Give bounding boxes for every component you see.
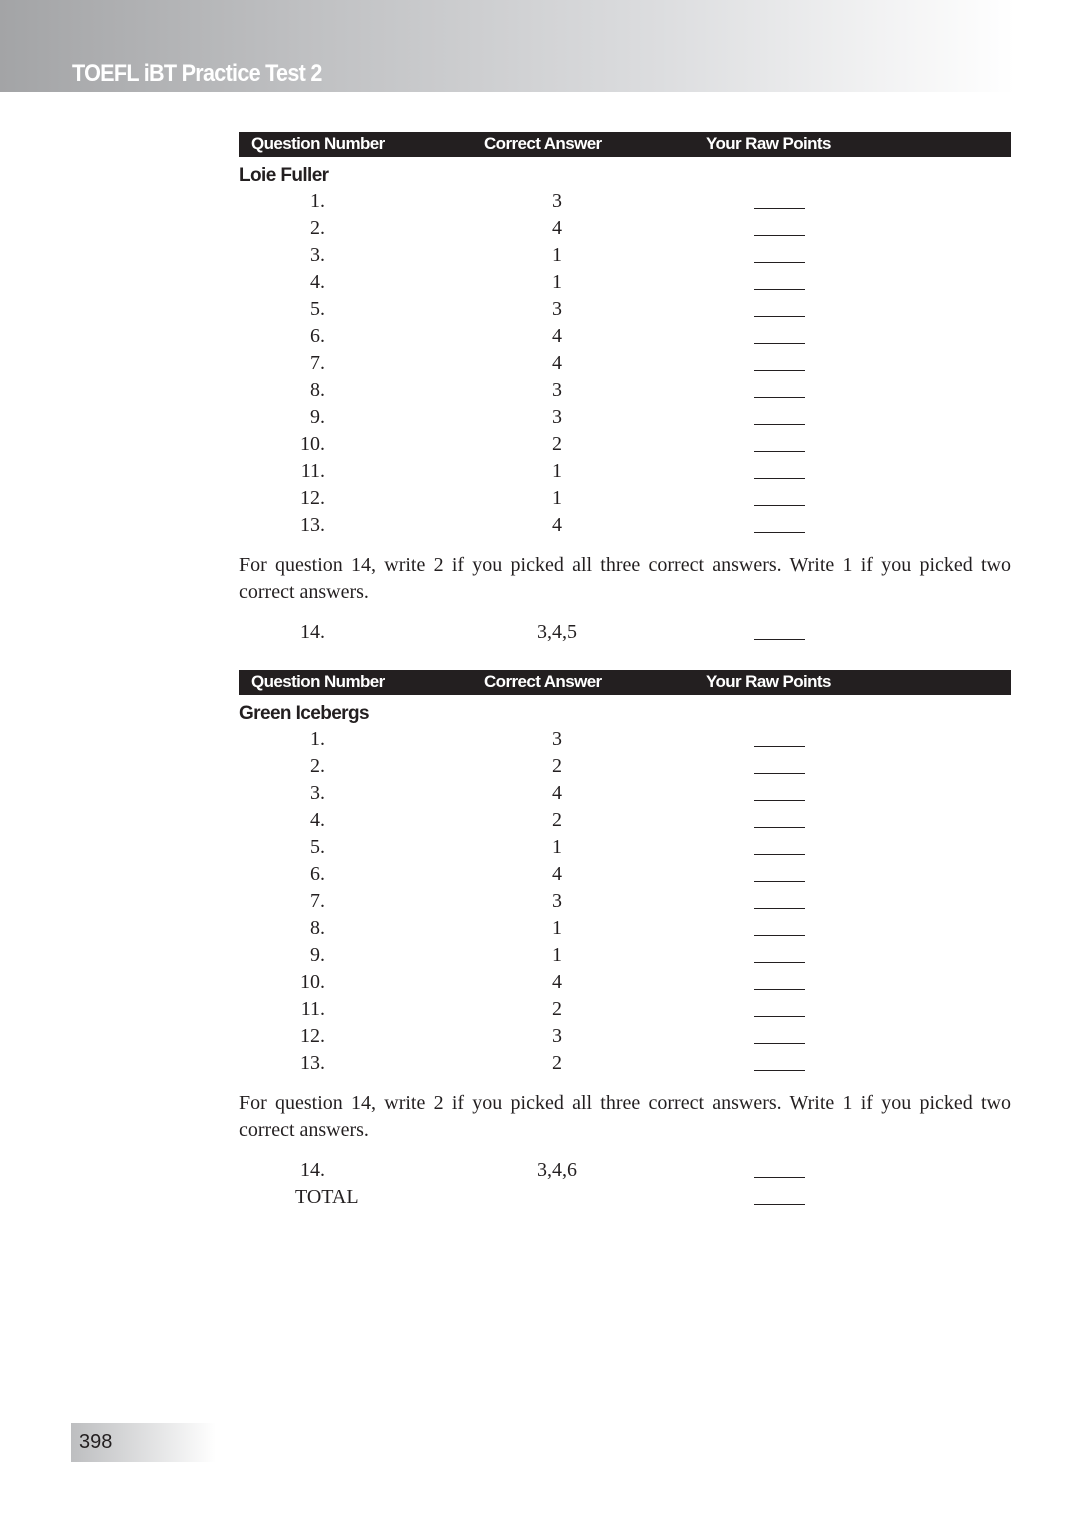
table-row: 4. 1 <box>239 269 1011 296</box>
page-number: 398 <box>71 1423 216 1462</box>
table-row <box>239 1184 1011 1211</box>
header-banner <box>0 0 1015 92</box>
raw-points-blank[interactable] <box>754 235 805 236</box>
column-header: Question Number <box>251 672 385 691</box>
raw-points-blank[interactable] <box>754 451 805 452</box>
question-number: 6. <box>310 325 325 347</box>
table-row: 5. 3 <box>239 296 1011 323</box>
table-row: 9. 1 <box>239 942 1011 969</box>
question-number: 8. <box>310 379 325 401</box>
table-header <box>239 670 1011 695</box>
question-number: 11. <box>300 460 325 482</box>
question-number: 5. <box>310 298 325 320</box>
question-number: 7. <box>310 352 325 374</box>
column-header: Correct Answer <box>484 134 602 153</box>
raw-points-blank[interactable] <box>754 478 805 479</box>
table-row: 9. 3 <box>239 404 1011 431</box>
question-number: 5. <box>310 836 325 858</box>
column-header: Question Number <box>251 134 385 153</box>
raw-points-blank[interactable] <box>754 800 805 801</box>
raw-points-blank[interactable] <box>754 962 805 963</box>
question-number: 13. <box>300 514 325 536</box>
raw-points-blank[interactable] <box>754 208 805 209</box>
question-number: 14. <box>300 621 325 643</box>
table-row: 3. 4 <box>239 780 1011 807</box>
table-row: 14. 3,4,6 <box>239 1157 1011 1184</box>
raw-points-blank[interactable] <box>754 424 805 425</box>
table-row: 12. 1 <box>239 485 1011 512</box>
raw-points-blank[interactable] <box>754 746 805 747</box>
raw-points-blank[interactable] <box>754 989 805 990</box>
raw-points-blank[interactable] <box>754 343 805 344</box>
instruction-note: For question 14, write 2 if you picked all three correct answers. Write 1 if you picked two correct answers. <box>239 1092 1011 1141</box>
table-row: 11. 1 <box>239 458 1011 485</box>
question-number: 12. <box>300 487 325 509</box>
question-number: 3. <box>310 244 325 266</box>
raw-points-blank[interactable] <box>754 262 805 263</box>
table-row: 3. 1 <box>239 242 1011 269</box>
table-row: 6. 4 <box>239 861 1011 888</box>
table-row: 11. 2 <box>239 996 1011 1023</box>
table-row: 13. 2 <box>239 1050 1011 1077</box>
table-row: 10. 4 <box>239 969 1011 996</box>
question-number: 1. <box>310 190 325 212</box>
table-header <box>239 132 1011 157</box>
raw-points-blank[interactable] <box>754 908 805 909</box>
table-row: 12. 3 <box>239 1023 1011 1050</box>
question-number: TOTAL <box>295 1186 359 1208</box>
section-title: Loie Fuller <box>239 165 329 186</box>
section-title: Green Icebergs <box>239 703 369 724</box>
question-number: 9. <box>310 406 325 428</box>
question-number: 10. <box>300 971 325 993</box>
question-number: 4. <box>310 809 325 831</box>
column-header: Your Raw Points <box>706 134 831 153</box>
table-row: 7. 3 <box>239 888 1011 915</box>
raw-points-blank[interactable] <box>754 1177 805 1178</box>
page-header-title: TOEFL iBT Practice Test 2 <box>72 60 322 87</box>
answer-section <box>239 132 1011 646</box>
question-number: 10. <box>300 433 325 455</box>
question-number: 12. <box>300 1025 325 1047</box>
raw-points-blank[interactable] <box>754 1016 805 1017</box>
answer-key <box>239 132 1011 1211</box>
raw-points-blank[interactable] <box>754 1204 805 1205</box>
question-number: 1. <box>310 728 325 750</box>
table-row: 14. 3,4,5 <box>239 619 1011 646</box>
question-number: 3. <box>310 782 325 804</box>
raw-points-blank[interactable] <box>754 1070 805 1071</box>
question-number: 7. <box>310 890 325 912</box>
table-row: 1. 3 <box>239 726 1011 753</box>
raw-points-blank[interactable] <box>754 289 805 290</box>
raw-points-blank[interactable] <box>754 370 805 371</box>
question-number: 6. <box>310 863 325 885</box>
question-number: 11. <box>300 998 325 1020</box>
table-row: 10. 2 <box>239 431 1011 458</box>
question-number: 2. <box>310 755 325 777</box>
raw-points-blank[interactable] <box>754 316 805 317</box>
raw-points-blank[interactable] <box>754 639 805 640</box>
raw-points-blank[interactable] <box>754 854 805 855</box>
raw-points-blank[interactable] <box>754 935 805 936</box>
raw-points-blank[interactable] <box>754 397 805 398</box>
question-number: 13. <box>300 1052 325 1074</box>
answer-section <box>239 670 1011 1211</box>
table-row: 8. 1 <box>239 915 1011 942</box>
table-row: 7. 4 <box>239 350 1011 377</box>
raw-points-blank[interactable] <box>754 881 805 882</box>
table-row: 2. 4 <box>239 215 1011 242</box>
table-row: 2. 2 <box>239 753 1011 780</box>
table-row: 13. 4 <box>239 512 1011 539</box>
table-row: 6. 4 <box>239 323 1011 350</box>
table-row: 5. 1 <box>239 834 1011 861</box>
raw-points-blank[interactable] <box>754 532 805 533</box>
column-header: Correct Answer <box>484 672 602 691</box>
table-row: 4. 2 <box>239 807 1011 834</box>
instruction-note: For question 14, write 2 if you picked all three correct answers. Write 1 if you picked two correct answers. <box>239 554 1011 603</box>
column-header: Your Raw Points <box>706 672 831 691</box>
table-row: 1. 3 <box>239 188 1011 215</box>
question-number: 2. <box>310 217 325 239</box>
question-number: 9. <box>310 944 325 966</box>
raw-points-blank[interactable] <box>754 827 805 828</box>
question-number: 8. <box>310 917 325 939</box>
raw-points-blank[interactable] <box>754 505 805 506</box>
raw-points-blank[interactable] <box>754 773 805 774</box>
raw-points-blank[interactable] <box>754 1043 805 1044</box>
table-row: 8. 3 <box>239 377 1011 404</box>
question-number: 14. <box>300 1159 325 1181</box>
question-number: 4. <box>310 271 325 293</box>
